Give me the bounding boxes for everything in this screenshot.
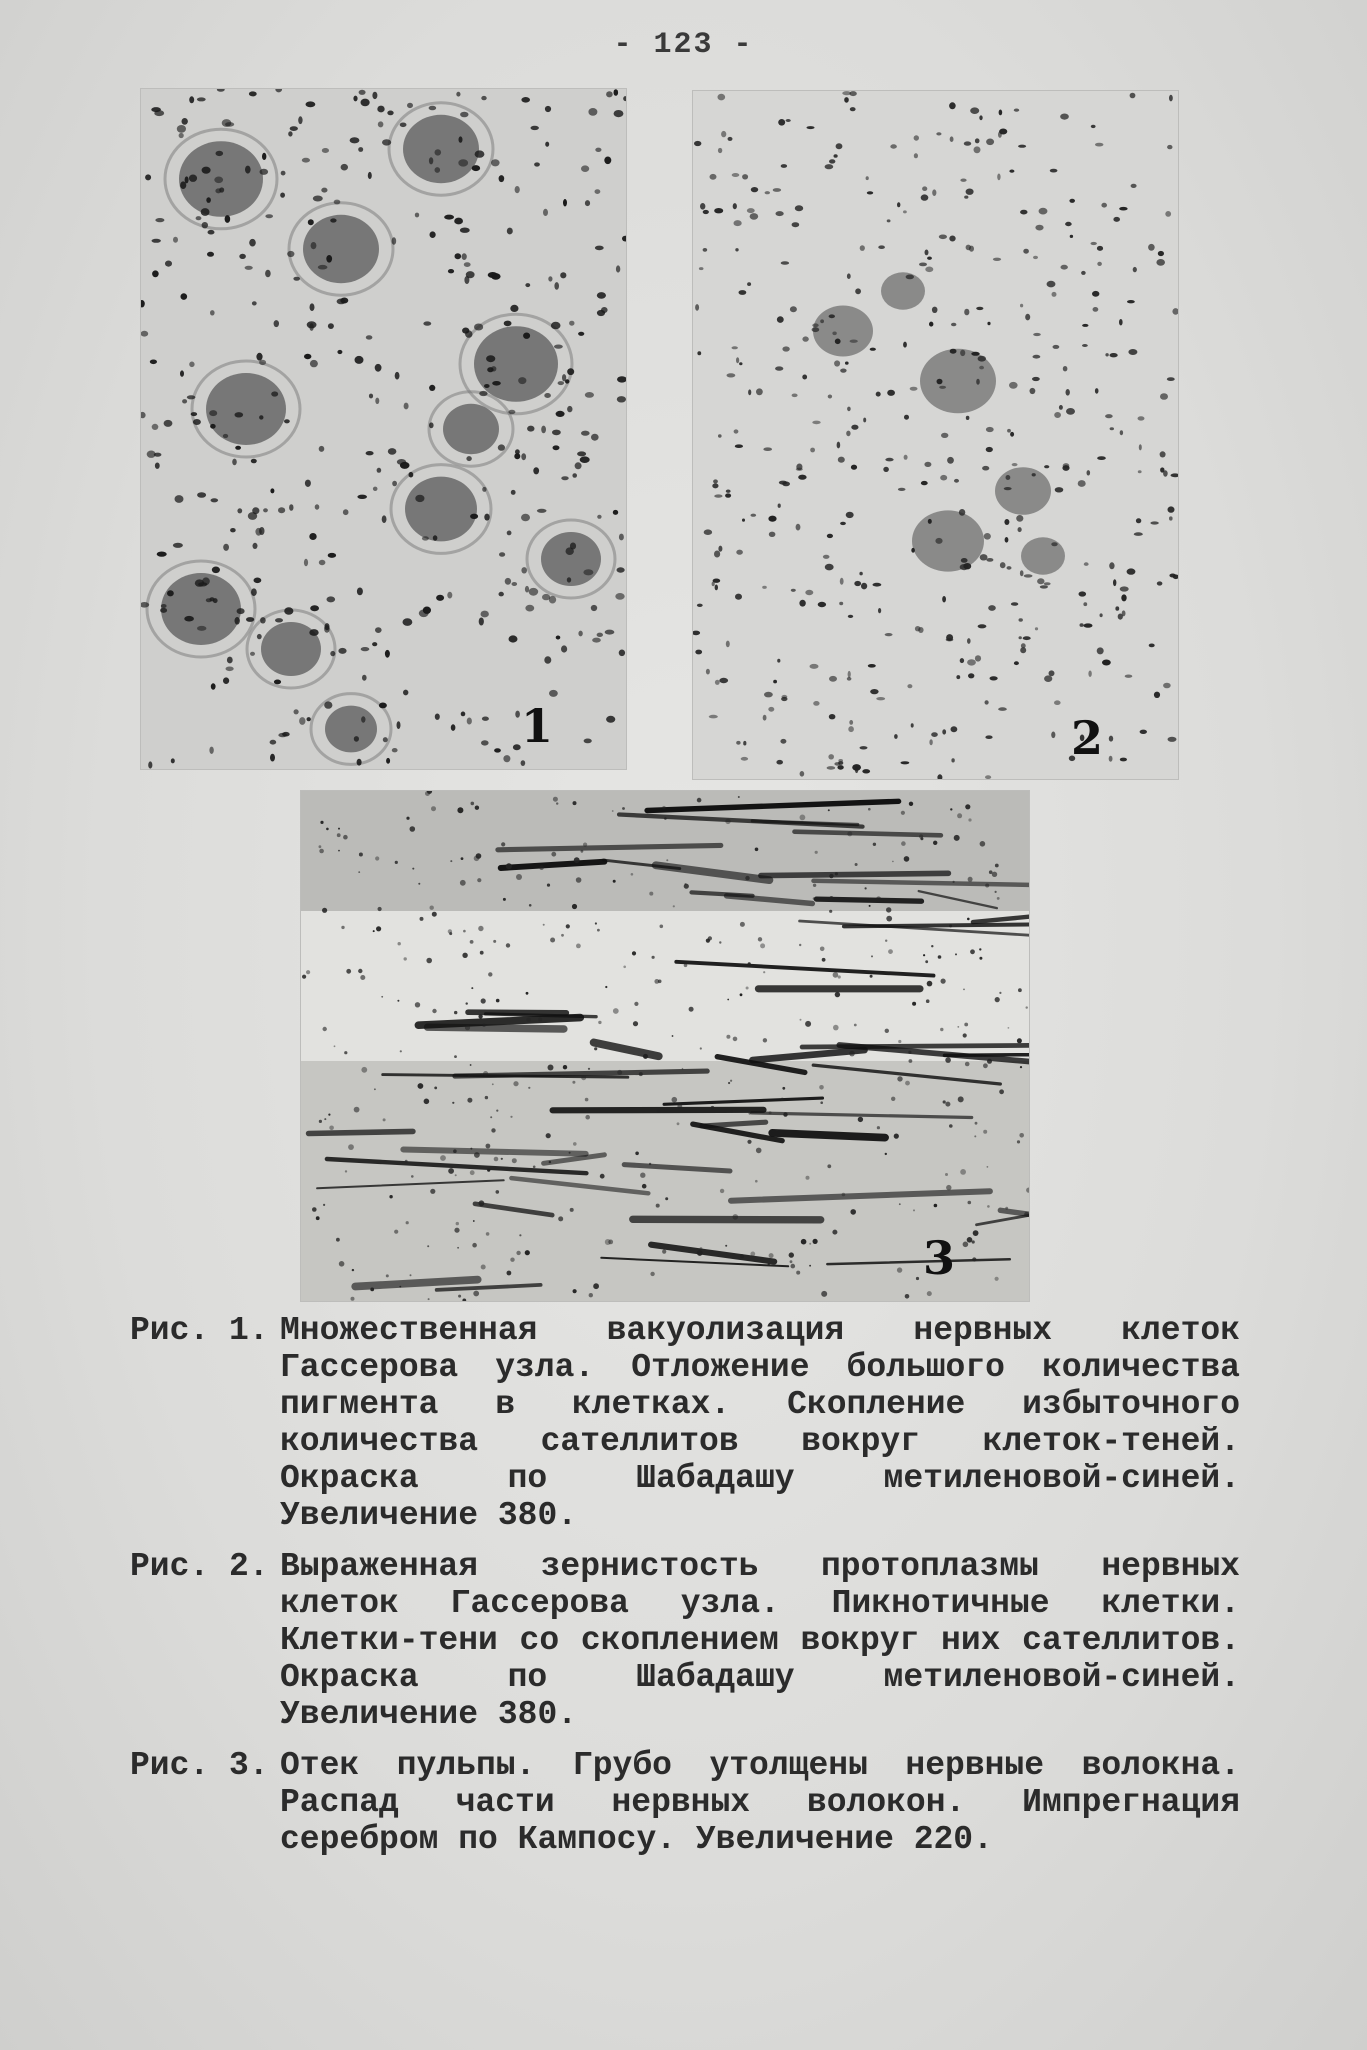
caption-text: Выраженная зернистость протоплазмы нервных клеток Гассерова узла. Пикнотичные клетки. Клетки-тени со скоплением вокруг них сателлитов. Окраска по Шабадашу метиленовой-синей. Увеличение 380. — [280, 1548, 1240, 1733]
figure-3-number: 3 — [923, 1231, 956, 1285]
caption-text: Отек пульпы. Грубо утолщены нервные волокна. Распад части нервных волокон. Импрегнация серебром по Кампосу. Увеличение 220. — [280, 1747, 1240, 1858]
micrograph-1-image — [141, 89, 626, 769]
caption-label: Рис. 2. — [130, 1548, 269, 1585]
caption-figure-1 — [130, 1312, 1240, 1534]
figure-2-number: 2 — [1071, 711, 1104, 765]
micrograph-3-image — [301, 791, 1029, 1301]
caption-text: Множественная вакуолизация нервных клеток Гассерова узла. Отложение большого количества пигмента в клетках. Скопление избыточного количества сателлитов вокруг клеток-теней. Окраска по Шабадашу метиленовой-синей. Увеличение 380. — [280, 1312, 1240, 1534]
figure-1-number: 1 — [521, 699, 554, 753]
caption-figure-2 — [130, 1548, 1240, 1733]
caption-label: Рис. 3. — [130, 1747, 269, 1784]
caption-label: Рис. 1. — [130, 1312, 269, 1349]
figure-3-micrograph — [300, 790, 1030, 1302]
figure-2-micrograph — [692, 90, 1179, 780]
figure-1-micrograph — [140, 88, 627, 770]
page-number: - 123 - — [613, 28, 754, 62]
figure-captions — [130, 1312, 1240, 1872]
micrograph-2-image — [693, 91, 1178, 779]
caption-figure-3 — [130, 1747, 1240, 1858]
